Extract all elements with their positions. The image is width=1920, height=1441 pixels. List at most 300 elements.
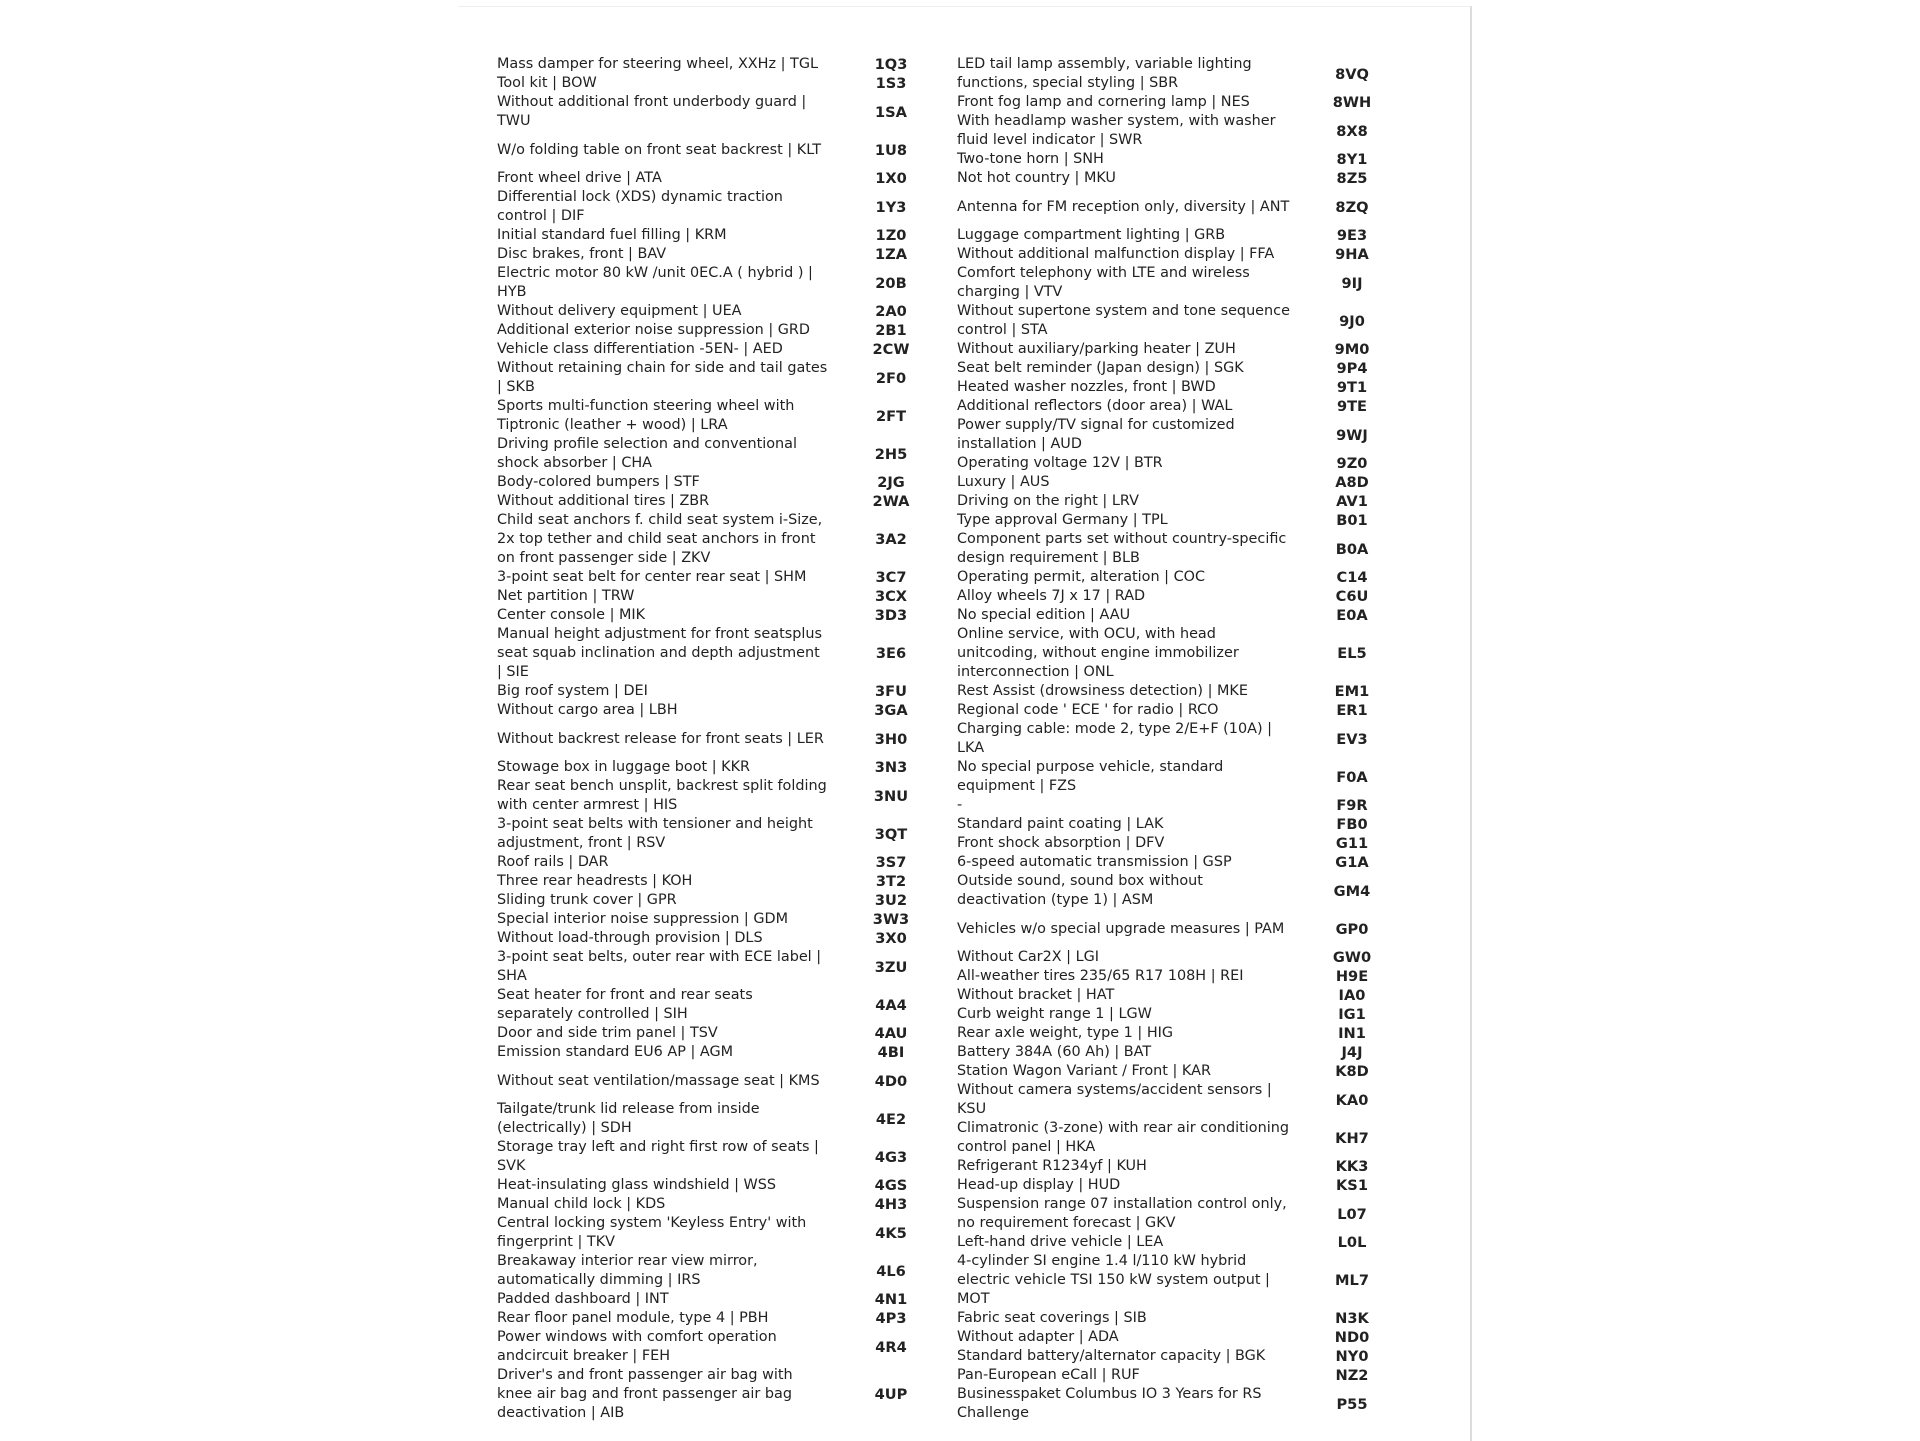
equipment-description: Fabric seat coverings | SIB: [957, 1310, 1147, 1326]
equipment-row: [957, 93, 1412, 112]
equipment-code: 2CW: [872, 341, 910, 358]
equipment-code: 3FU: [875, 683, 907, 700]
equipment-row: [497, 625, 953, 682]
equipment-description: Antenna for FM reception only, diversity | ANT: [957, 198, 1290, 215]
equipment-description: Without retaining chain for side and tail gates | SKB: [497, 360, 828, 395]
equipment-row: [957, 55, 1412, 93]
equipment-description: Power supply/TV signal for customized installation | AUD: [957, 417, 1235, 452]
equipment-code: 4E2: [875, 1110, 907, 1128]
equipment-code: 4H3: [874, 1196, 908, 1213]
equipment-row: [957, 587, 1412, 606]
equipment-code: 8VQ: [1335, 65, 1369, 83]
equipment-code: 3A2: [875, 531, 907, 548]
equipment-row: [497, 511, 953, 568]
equipment-code: 4A4: [875, 996, 907, 1014]
equipment-description: Without additional front underbody guard | TWU: [497, 94, 807, 129]
equipment-code: L07: [1337, 1205, 1367, 1223]
equipment-row: [497, 131, 953, 169]
equipment-description: Sliding trunk cover | GPR: [497, 892, 677, 908]
equipment-description: LED tail lamp assembly, variable lighting functions, special styling | SBR: [957, 56, 1252, 91]
equipment-description: Type approval Germany | TPL: [957, 512, 1168, 528]
equipment-code: 3QT: [874, 825, 908, 843]
equipment-description: Regional code ' ECE ' for radio | RCO: [957, 702, 1219, 718]
equipment-row: [497, 929, 953, 948]
equipment-code: 4UP: [874, 1386, 908, 1403]
equipment-code: 3E6: [875, 645, 907, 662]
equipment-row: [957, 1309, 1412, 1328]
equipment-row: [497, 1309, 953, 1328]
equipment-description: Stowage box in luggage boot | KKR: [497, 759, 751, 775]
equipment-row: [957, 853, 1412, 872]
equipment-code: EL5: [1337, 645, 1367, 662]
equipment-code: B0A: [1335, 540, 1369, 558]
equipment-code: N3K: [1335, 1310, 1369, 1327]
equipment-code: 3N3: [874, 759, 908, 776]
equipment-description: 4-cylinder SI engine 1.4 l/110 kW hybrid electric vehicle TSI 150 kW system output | MOT: [957, 1253, 1270, 1307]
equipment-description: Driver's and front passenger air bag with knee air bag and front passenger air bag deactivation | AIB: [497, 1367, 793, 1421]
equipment-code: KA0: [1335, 1091, 1369, 1109]
equipment-description: All-weather tires 235/65 R17 108H | REI: [957, 968, 1244, 984]
equipment-row: [497, 321, 953, 340]
equipment-description: Without additional malfunction display | FFA: [957, 246, 1275, 262]
equipment-row: [957, 1005, 1412, 1024]
equipment-row: [957, 606, 1412, 625]
equipment-code: NZ2: [1335, 1367, 1369, 1384]
equipment-code: 4N1: [874, 1291, 908, 1308]
equipment-description: Electric motor 80 kW /unit 0EC.A ( hybrid ) | HYB: [497, 265, 813, 300]
equipment-code: GM4: [1333, 882, 1371, 900]
equipment-code: IA0: [1338, 987, 1366, 1004]
equipment-code: 9TE: [1336, 398, 1368, 415]
equipment-code: G11: [1335, 835, 1369, 852]
equipment-row: [497, 701, 953, 720]
equipment-code: 3NU: [873, 787, 909, 805]
equipment-code: 3U2: [874, 892, 908, 909]
equipment-code: 2H5: [874, 445, 908, 463]
equipment-row: [497, 682, 953, 701]
equipment-description: Sports multi-function steering wheel with Tiptronic (leather + wood) | LRA: [497, 398, 795, 433]
equipment-description: 3-point seat belts with tensioner and height adjustment, front | RSV: [497, 816, 813, 851]
equipment-code: IN1: [1338, 1025, 1366, 1042]
equipment-code: 3T2: [875, 873, 907, 890]
equipment-row: [497, 1176, 953, 1195]
equipment-code: 9M0: [1334, 341, 1370, 358]
equipment-description: Without seat ventilation/massage seat | KMS: [497, 1072, 820, 1089]
equipment-code: 3CX: [874, 588, 908, 605]
equipment-code: 1ZA: [874, 246, 908, 263]
equipment-description: 3-point seat belts, outer rear with ECE label | SHA: [497, 949, 822, 984]
equipment-description: Front wheel drive | ATA: [497, 170, 662, 186]
equipment-description: Vehicles w/o special upgrade measures | PAM: [957, 920, 1285, 937]
equipment-row: [957, 1157, 1412, 1176]
equipment-description: Left-hand drive vehicle | LEA: [957, 1234, 1164, 1250]
equipment-description: Central locking system 'Keyless Entry' with fingerprint | TKV: [497, 1215, 807, 1250]
equipment-description: Heat-insulating glass windshield | WSS: [497, 1177, 776, 1193]
equipment-row: [957, 872, 1412, 910]
equipment-description: Rear axle weight, type 1 | HIG: [957, 1025, 1174, 1041]
equipment-code: EM1: [1334, 683, 1370, 700]
equipment-description: Front shock absorption | DFV: [957, 835, 1165, 851]
equipment-row: [497, 340, 953, 359]
equipment-description: Driving profile selection and conventional shock absorber | CHA: [497, 436, 797, 471]
equipment-code: 4AU: [874, 1025, 908, 1042]
equipment-description: Without supertone system and tone sequence control | STA: [957, 303, 1290, 338]
equipment-code: 9IJ: [1341, 274, 1363, 292]
equipment-description: Two-tone horn | SNH: [957, 151, 1104, 167]
equipment-row: [957, 169, 1412, 188]
equipment-row: [957, 226, 1412, 245]
equipment-row: [497, 986, 953, 1024]
equipment-row: [497, 397, 953, 435]
equipment-row: [497, 815, 953, 853]
equipment-row: [957, 340, 1412, 359]
equipment-description: Special interior noise suppression | GDM: [497, 911, 789, 927]
equipment-description: Three rear headrests | KOH: [497, 873, 693, 889]
equipment-description: No special purpose vehicle, standard equipment | FZS: [957, 759, 1224, 794]
equipment-description: Rest Assist (drowsiness detection) | MKE: [957, 683, 1248, 699]
equipment-description: Pan-European eCall | RUF: [957, 1367, 1140, 1383]
equipment-row: [957, 720, 1412, 758]
equipment-row: [957, 454, 1412, 473]
equipment-description: Driving on the right | LRV: [957, 493, 1139, 509]
equipment-description: Seat belt reminder (Japan design) | SGK: [957, 360, 1244, 376]
equipment-row: [957, 1195, 1412, 1233]
equipment-row: [957, 511, 1412, 530]
equipment-code: 3ZU: [874, 958, 908, 976]
equipment-description: Luggage compartment lighting | GRB: [957, 227, 1226, 243]
equipment-row: [957, 815, 1412, 834]
equipment-row: [957, 625, 1412, 682]
equipment-description: Climatronic (3-zone) with rear air conditioning control panel | HKA: [957, 1120, 1289, 1155]
equipment-description: Seat heater for front and rear seats separately controlled | SIH: [497, 987, 753, 1022]
equipment-code: 3H0: [874, 730, 908, 748]
equipment-description: Without cargo area | LBH: [497, 702, 678, 718]
equipment-row: [497, 606, 953, 625]
equipment-description: Without bracket | HAT: [957, 987, 1115, 1003]
equipment-description: Big roof system | DEI: [497, 683, 648, 699]
equipment-row: [497, 872, 953, 891]
equipment-row: [957, 416, 1412, 454]
equipment-description: Outside sound, sound box without deactivation (type 1) | ASM: [957, 873, 1203, 908]
equipment-description: Additional exterior noise suppression | GRD: [497, 322, 810, 338]
equipment-code: 9E3: [1336, 227, 1368, 244]
equipment-code: ML7: [1335, 1272, 1369, 1289]
equipment-row: [957, 473, 1412, 492]
equipment-row: [497, 492, 953, 511]
equipment-code: L0L: [1337, 1234, 1367, 1251]
equipment-description: -: [957, 797, 963, 813]
equipment-description: Roof rails | DAR: [497, 854, 609, 870]
equipment-description: Not hot country | MKU: [957, 170, 1116, 186]
equipment-row: [497, 777, 953, 815]
equipment-code: GP0: [1335, 920, 1369, 938]
equipment-code: 1X0: [875, 170, 907, 187]
equipment-code: ER1: [1336, 702, 1368, 719]
equipment-description: Luxury | AUS: [957, 474, 1050, 490]
equipment-row: [497, 1195, 953, 1214]
equipment-code: 4GS: [874, 1177, 908, 1194]
equipment-description: Manual height adjustment for front seatsplus seat squab inclination and depth adjustment | SIE: [497, 626, 822, 680]
equipment-row: [957, 967, 1412, 986]
equipment-row: [497, 264, 953, 302]
equipment-row: [497, 1252, 953, 1290]
equipment-code: 3GA: [874, 702, 908, 719]
equipment-description: With headlamp washer system, with washer fluid level indicator | SWR: [957, 113, 1276, 148]
equipment-row: [957, 1328, 1412, 1347]
equipment-row: [497, 568, 953, 587]
equipment-code: NY0: [1335, 1348, 1369, 1365]
equipment-row: [497, 1328, 953, 1366]
equipment-row: [497, 188, 953, 226]
equipment-row: [957, 1176, 1412, 1195]
equipment-code: IG1: [1338, 1006, 1366, 1023]
equipment-code: 2A0: [875, 303, 907, 320]
equipment-row: [957, 758, 1412, 796]
equipment-code: 8Y1: [1336, 151, 1368, 168]
equipment-code: 4K5: [875, 1224, 907, 1242]
equipment-row: [497, 473, 953, 492]
equipment-description: Padded dashboard | INT: [497, 1291, 669, 1307]
equipment-row: [497, 948, 953, 986]
equipment-code: 3W3: [872, 911, 910, 928]
equipment-description: Additional reflectors (door area) | WAL: [957, 398, 1233, 414]
equipment-row: [957, 796, 1412, 815]
equipment-description: Without adapter | ADA: [957, 1329, 1119, 1345]
equipment-description: Operating voltage 12V | BTR: [957, 455, 1163, 471]
equipment-code: C14: [1336, 569, 1368, 586]
equipment-row: [957, 302, 1412, 340]
equipment-description: Component parts set without country-specific design requirement | BLB: [957, 531, 1287, 566]
equipment-row: [497, 1366, 953, 1423]
equipment-row: [957, 701, 1412, 720]
equipment-code: P55: [1336, 1395, 1368, 1413]
equipment-row: [957, 492, 1412, 511]
equipment-code: E0A: [1336, 607, 1368, 624]
equipment-row: [957, 568, 1412, 587]
equipment-row: [957, 1233, 1412, 1252]
equipment-code: K8D: [1335, 1063, 1369, 1080]
equipment-code: EV3: [1336, 730, 1368, 748]
equipment-description: Body-colored bumpers | STF: [497, 474, 700, 490]
equipment-row: [497, 93, 953, 131]
equipment-row: [497, 359, 953, 397]
equipment-row: [957, 948, 1412, 967]
equipment-row: [957, 378, 1412, 397]
equipment-code: 2F0: [875, 369, 907, 387]
equipment-description: Disc brakes, front | BAV: [497, 246, 667, 262]
equipment-description: Mass damper for steering wheel, XXHz | TGL: [497, 56, 818, 72]
equipment-description: Child seat anchors f. child seat system i-Size, 2x top tether and child seat anchors in front on front passenger side | ZKV: [497, 512, 823, 566]
equipment-row: [497, 55, 953, 74]
equipment-description: 6-speed automatic transmission | GSP: [957, 854, 1232, 870]
equipment-description: Storage tray left and right first row of seats | SVK: [497, 1139, 819, 1174]
equipment-description: Battery 384A (60 Ah) | BAT: [957, 1044, 1152, 1060]
equipment-row: [957, 1081, 1412, 1119]
equipment-description: Breakaway interior rear view mirror, automatically dimming | IRS: [497, 1253, 758, 1288]
equipment-row: [957, 1385, 1412, 1423]
equipment-code: G1A: [1335, 854, 1369, 871]
equipment-description: Net partition | TRW: [497, 588, 635, 604]
right-column: [957, 55, 1412, 1423]
equipment-code: ND0: [1334, 1329, 1370, 1346]
equipment-description: No special edition | AAU: [957, 607, 1131, 623]
equipment-description: Rear seat bench unsplit, backrest split folding with center armrest | HIS: [497, 778, 827, 813]
equipment-code: KH7: [1335, 1129, 1369, 1147]
equipment-code: 4P3: [875, 1310, 907, 1327]
equipment-row: [957, 1366, 1412, 1385]
equipment-row: [957, 359, 1412, 378]
equipment-row: [497, 302, 953, 321]
equipment-code: 8WH: [1332, 94, 1372, 111]
equipment-code: 4BI: [877, 1044, 905, 1061]
equipment-description: Alloy wheels 7J x 17 | RAD: [957, 588, 1146, 604]
equipment-description: Without Car2X | LGI: [957, 949, 1100, 965]
equipment-row: [957, 910, 1412, 948]
equipment-code: FB0: [1336, 816, 1368, 833]
equipment-row: [957, 1024, 1412, 1043]
equipment-description: Rear floor panel module, type 4 | PBH: [497, 1310, 769, 1326]
equipment-row: [497, 853, 953, 872]
equipment-code: 9Z0: [1336, 455, 1368, 472]
equipment-description: Heated washer nozzles, front | BWD: [957, 379, 1216, 395]
equipment-description: Suspension range 07 installation control only, no requirement forecast | GKV: [957, 1196, 1287, 1231]
equipment-code: 1Z0: [875, 227, 907, 244]
equipment-description: Without load-through provision | DLS: [497, 930, 763, 946]
equipment-code: 3D3: [874, 607, 908, 624]
equipment-description: Tool kit | BOW: [497, 75, 597, 91]
equipment-row: [957, 112, 1412, 150]
equipment-description: Without delivery equipment | UEA: [497, 303, 742, 319]
equipment-description: Door and side trim panel | TSV: [497, 1025, 718, 1041]
equipment-row: [497, 245, 953, 264]
equipment-row: [497, 1043, 953, 1062]
equipment-description: Charging cable: mode 2, type 2/E+F (10A) | LKA: [957, 721, 1272, 756]
equipment-description: Online service, with OCU, with head unitcoding, without engine immobilizer interconnection | ONL: [957, 626, 1239, 680]
equipment-code: 4L6: [876, 1262, 906, 1280]
equipment-code: 8ZQ: [1335, 198, 1369, 216]
equipment-code: 3C7: [875, 569, 907, 586]
equipment-code: 9HA: [1335, 246, 1369, 263]
equipment-code: 4R4: [875, 1338, 907, 1356]
equipment-row: [497, 1062, 953, 1100]
equipment-row: [957, 1252, 1412, 1309]
equipment-row: [497, 169, 953, 188]
equipment-description: Emission standard EU6 AP | AGM: [497, 1044, 734, 1060]
equipment-row: [957, 986, 1412, 1005]
equipment-description: Standard battery/alternator capacity | BGK: [957, 1348, 1266, 1364]
equipment-description: Head-up display | HUD: [957, 1177, 1121, 1193]
equipment-code: 20B: [875, 274, 907, 292]
equipment-row: [497, 1138, 953, 1176]
equipment-row: [957, 245, 1412, 264]
equipment-code: 2FT: [875, 407, 907, 425]
equipment-code: 3X0: [875, 930, 907, 947]
equipment-code: 8Z5: [1336, 170, 1368, 187]
equipment-row: [957, 188, 1412, 226]
equipment-row: [497, 1214, 953, 1252]
equipment-code: 1U8: [874, 141, 908, 159]
equipment-row: [497, 758, 953, 777]
equipment-row: [957, 682, 1412, 701]
equipment-description: 3-point seat belt for center rear seat | SHM: [497, 569, 807, 585]
equipment-description: Curb weight range 1 | LGW: [957, 1006, 1152, 1022]
equipment-code: KS1: [1336, 1177, 1368, 1194]
equipment-description: Without auxiliary/parking heater | ZUH: [957, 341, 1236, 357]
equipment-row: [497, 226, 953, 245]
equipment-description: Without additional tires | ZBR: [497, 493, 710, 509]
equipment-code: 2B1: [875, 322, 907, 339]
equipment-row: [497, 435, 953, 473]
equipment-description: Front fog lamp and cornering lamp | NES: [957, 94, 1250, 110]
equipment-row: [497, 1100, 953, 1138]
equipment-code: GW0: [1332, 949, 1372, 966]
equipment-code: H9E: [1335, 968, 1369, 985]
equipment-description: Station Wagon Variant / Front | KAR: [957, 1063, 1211, 1079]
equipment-description: Vehicle class differentiation -5EN- | AED: [497, 341, 783, 357]
equipment-row: [957, 1062, 1412, 1081]
equipment-code: KK3: [1335, 1158, 1369, 1175]
equipment-row: [957, 150, 1412, 169]
equipment-row: [957, 530, 1412, 568]
equipment-row: [497, 910, 953, 929]
equipment-code: A8D: [1335, 474, 1369, 491]
equipment-description: W/o folding table on front seat backrest | KLT: [497, 141, 822, 158]
equipment-code: 9T1: [1336, 379, 1368, 396]
equipment-row: [957, 264, 1412, 302]
equipment-row: [957, 1347, 1412, 1366]
equipment-row: [957, 1119, 1412, 1157]
equipment-description: Power windows with comfort operation andcircuit breaker | FEH: [497, 1329, 777, 1364]
equipment-row: [957, 834, 1412, 853]
equipment-row: [497, 720, 953, 758]
equipment-description: Manual child lock | KDS: [497, 1196, 666, 1212]
equipment-code: AV1: [1336, 493, 1368, 510]
equipment-code: 1S3: [875, 75, 907, 92]
equipment-description: Differential lock (XDS) dynamic traction control | DIF: [497, 189, 783, 224]
equipment-row: [497, 1024, 953, 1043]
equipment-code: 9WJ: [1336, 426, 1368, 444]
equipment-code: 3S7: [875, 854, 907, 871]
equipment-description: Without backrest release for front seats | LER: [497, 730, 824, 747]
equipment-code: 9P4: [1336, 360, 1368, 377]
equipment-code: F0A: [1336, 768, 1368, 786]
equipment-description: Refrigerant R1234yf | KUH: [957, 1158, 1147, 1174]
equipment-description: Businesspaket Columbus IO 3 Years for RS Challenge: [957, 1386, 1262, 1421]
equipment-description: Without camera systems/accident sensors | KSU: [957, 1082, 1272, 1117]
equipment-description: Standard paint coating | LAK: [957, 816, 1164, 832]
equipment-row: [497, 587, 953, 606]
equipment-description: Initial standard fuel filling | KRM: [497, 227, 727, 243]
equipment-code: 1Y3: [875, 198, 907, 216]
equipment-code: 1Q3: [874, 56, 908, 73]
equipment-code: 8X8: [1336, 122, 1368, 140]
equipment-code: F9R: [1336, 797, 1368, 814]
equipment-row: [497, 1290, 953, 1309]
equipment-description: Comfort telephony with LTE and wireless charging | VTV: [957, 265, 1250, 300]
equipment-row: [497, 74, 953, 93]
equipment-code: 2WA: [872, 493, 910, 510]
equipment-code: C6U: [1335, 588, 1369, 605]
equipment-code: 4G3: [874, 1148, 908, 1166]
equipment-description: Center console | MIK: [497, 607, 646, 623]
equipment-row: [497, 891, 953, 910]
equipment-code: 4D0: [874, 1072, 908, 1090]
equipment-code: 1SA: [875, 103, 907, 121]
equipment-code: B01: [1336, 512, 1368, 529]
equipment-code: J4J: [1341, 1044, 1363, 1061]
equipment-description: Tailgate/trunk lid release from inside (electrically) | SDH: [497, 1101, 760, 1136]
equipment-code: 9J0: [1339, 312, 1365, 330]
